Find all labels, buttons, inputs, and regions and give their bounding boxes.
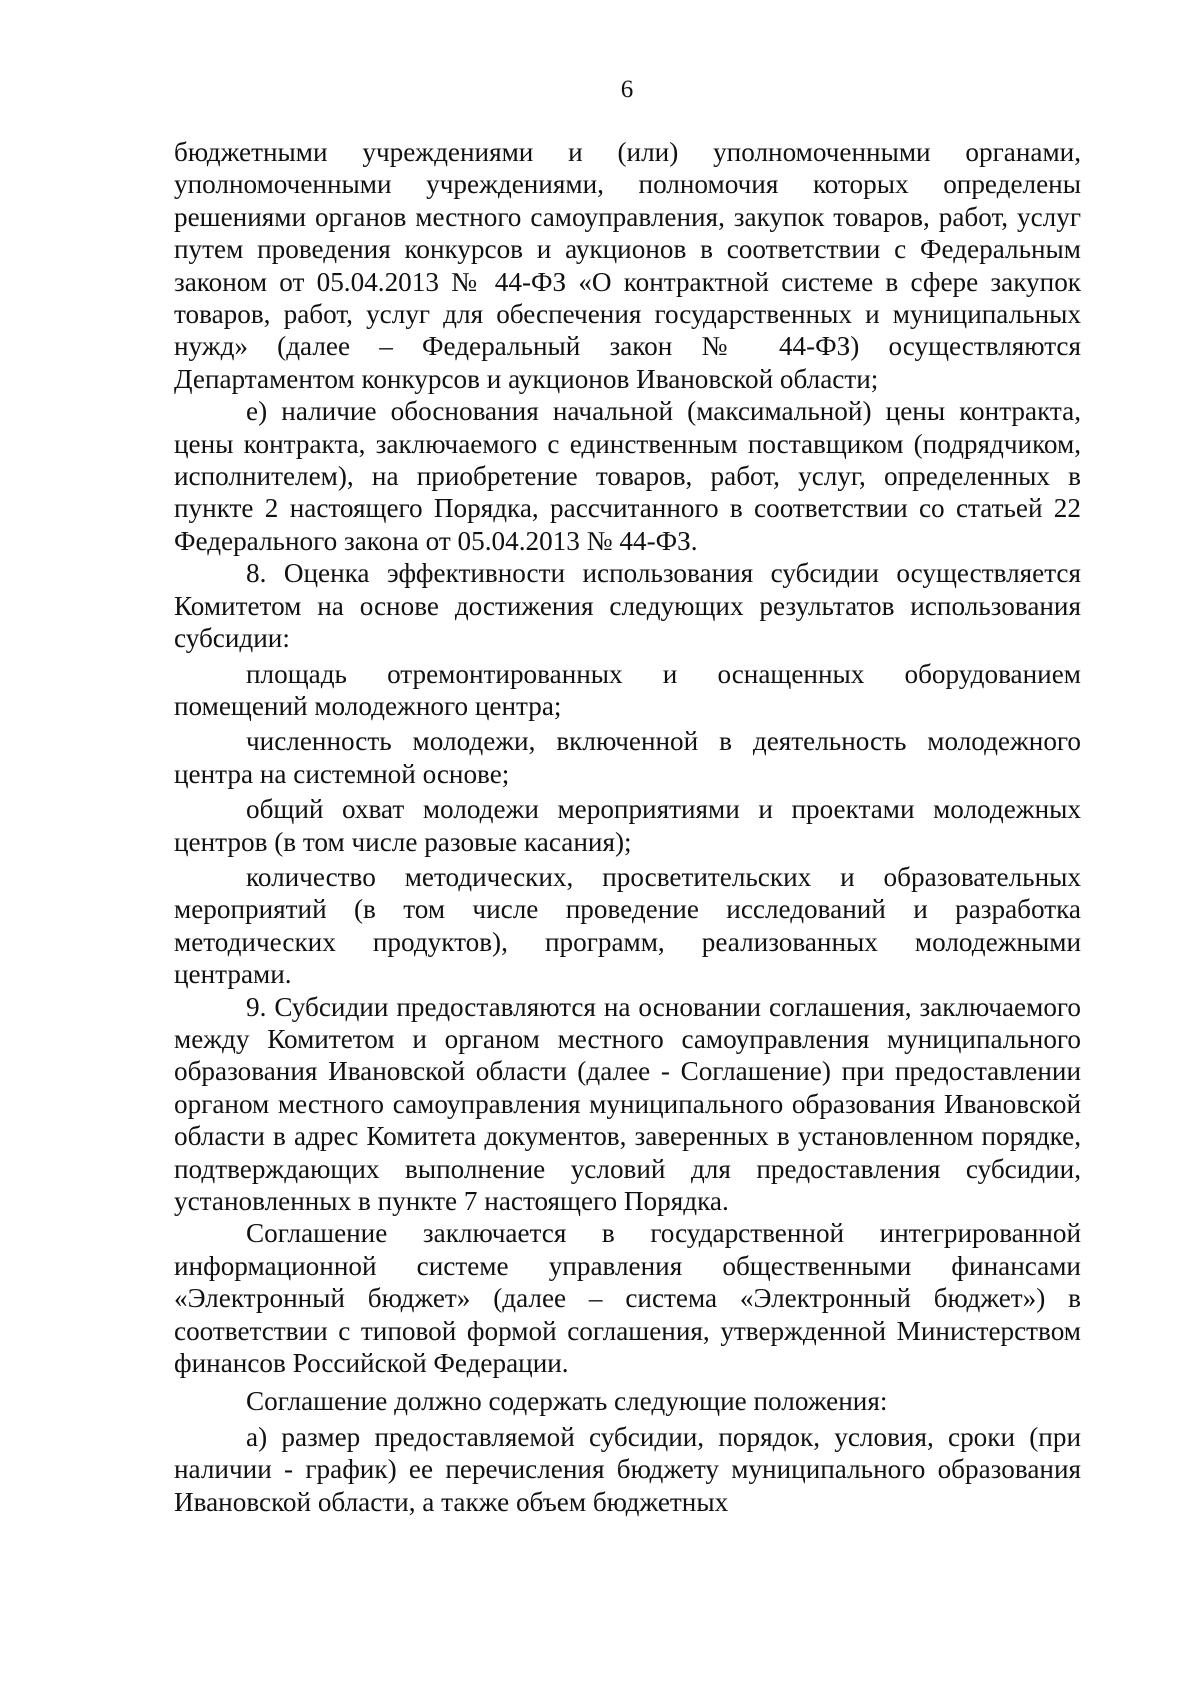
paragraph-result-coverage: общий охват молодежи мероприятиями и проектами молодежных центров (в том числе разовые касания); [174,794,1081,857]
paragraph-section-8: 8. Оценка эффективности использования субсидии осуществляется Комитетом на основе достижения следующих результатов использования субсидии: [174,558,1081,654]
paragraph-result-youth-count: численность молодежи, включенной в деятельность молодежного центра на системной основе; [174,726,1081,789]
paragraph-item-e: е) наличие обоснования начальной (максимальной) цены контракта, цены контракта, заключаемого с единственным поставщиком (подрядчиком, исполнителем), на приобретение товаров, работ, услуг, определенных в пункте 2 настоящего Порядка, рассчитанного в соответствии со статьей 22 Федерального закона от 05.04.2013 № 44-ФЗ. [174,396,1081,556]
paragraph-procurement-continuation: бюджетными учреждениями и (или) уполномоченными органами, уполномоченными учреждениями, полномочия которых определены решениями органов местного самоуправления, закупок товаров, работ, услуг путем проведения конкурсов и аукционов в соответствии с Федеральным законом от 05.04.2013 № 44-ФЗ «О контрактной системе в сфере закупок товаров, работ, услуг для обеспечения государственных и муниципальных нужд» (далее – Федеральный закон № 44-ФЗ) осуществляются Департаментом конкурсов и аукционов Ивановской области; [174,137,1081,394]
paragraph-agreement-provisions: Соглашение должно содержать следующие положения: [246,1386,888,1417]
document-body [174,136,1081,1518]
paragraph-section-9: 9. Субсидии предоставляются на основании соглашения, заключаемого между Комитетом и органом местного самоуправления муниципального образования Ивановской области (далее - Соглашение) при предоставлении органом местного самоуправления муниципального образования Ивановской области в адрес Комитета документов, заверенных в установленном порядке, подтверждающих выполнение условий для предоставления субсидии, установленных в пункте 7 настоящего Порядка. [174,991,1081,1216]
paragraph-item-a: а) размер предоставляемой субсидии, порядок, условия, сроки (при наличии - график) ее перечисления бюджету муниципального образования Ивановской области, а также объем бюджетных [174,1421,1081,1517]
paragraph-result-area: площадь отремонтированных и оснащенных оборудованием помещений молодежного центра; [174,658,1081,721]
paragraph-result-events: количество методических, просветительских и образовательных мероприятий (в том числе проведение исследований и разработка методических продуктов), программ, реализованных молодежными центрами. [174,861,1081,990]
page-number: 6 [620,76,634,103]
paragraph-agreement-system: Соглашение заключается в государственной интегрированной информационной системе управления общественными финансами «Электронный бюджет» (далее – система «Электронный бюджет») в соответствии с типовой формой соглашения, утвержденной Министерством финансов Российской Федерации. [174,1218,1081,1379]
